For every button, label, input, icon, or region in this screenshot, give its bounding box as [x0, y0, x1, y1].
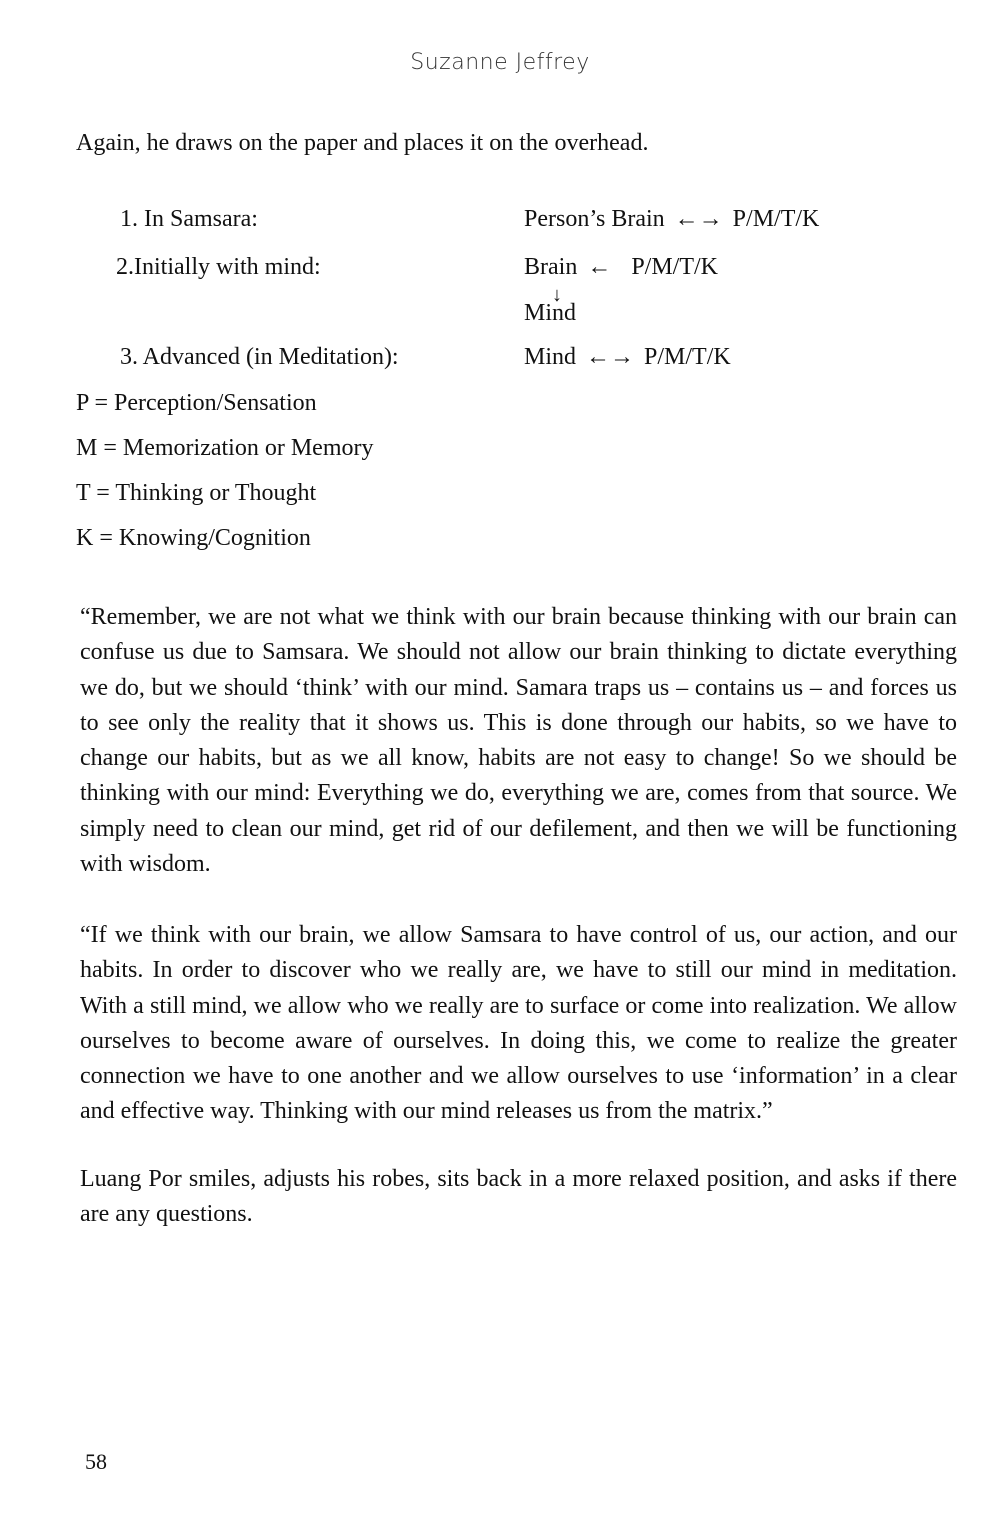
diagram-term: Person’s Brain	[524, 206, 665, 232]
diagram-term: Brain	[524, 254, 578, 280]
down-arrow-icon: ↓	[552, 284, 562, 306]
paragraph: “Remember, we are not what we think with our brain because thinking with our brain can confuse us due to Samsara. We should not allow our brain thinking to dictate everything we do, but we should ‘think’ with our mind. Samara traps us – contains us – and forces us to see only the reality that it shows us. This is done through our habits, so we have to change our habits, but as we all know, habits are not easy to change! So we should be thinking with our mind: Everything we do, everything we are, comes from that source. We simply need to clean our mind, get rid of our defilement, and then we will be functioning with wisdom.	[80, 604, 957, 878]
page-number: 58	[85, 1449, 107, 1474]
diagram-term: P/M/T/K	[631, 254, 719, 280]
legend-item: P = Perception/Sensation	[76, 390, 317, 416]
paragraph: “If we think with our brain, we allow Samsara to have control of us, our action, and our habits. In order to discover who we really are, we have to still our mind in meditation. With a still mind, we allow who we really are to surface or come into realization. We allow ourselves to become aware of ourselves. In doing this, we come to realize the greater connection we have to one another and we allow ourselves to use ‘information’ in a clear and effective way. Thinking with our mind releases us from the matrix.”	[80, 922, 957, 1125]
diagram-expression-advanced	[524, 342, 731, 372]
left-arrow-icon: ←	[587, 254, 612, 280]
diagram-label-advanced: 3. Advanced (in Meditation):	[120, 344, 399, 370]
legend-item: K = Knowing/Cognition	[76, 525, 311, 551]
bidirectional-arrow-icon: ←→	[586, 344, 635, 370]
diagram-term: P/M/T/K	[644, 344, 731, 370]
bidirectional-arrow-icon: ←→	[674, 206, 723, 232]
diagram-expression-samsara	[524, 204, 819, 234]
diagram-label-initially: 2.Initially with mind:	[116, 254, 321, 280]
diagram-term: P/M/T/K	[732, 206, 820, 232]
legend	[76, 388, 373, 568]
legend-item: M = Memorization or Memory	[76, 435, 374, 461]
running-header: Suzanne Jeffrey	[410, 50, 590, 75]
diagram-expression-initially	[524, 252, 718, 282]
legend-item: T = Thinking or Thought	[76, 480, 317, 506]
diagram-label-samsara: 1. In Samsara:	[120, 206, 258, 232]
intro-sentence: Again, he draws on the paper and places it on the overhead.	[76, 130, 649, 156]
paragraph: Luang Por smiles, adjusts his robes, sits back in a more relaxed position, and asks if there are any questions.	[80, 1166, 957, 1228]
diagram-term: Mind	[524, 344, 577, 370]
diagram-term-mind: Mind	[524, 300, 577, 326]
